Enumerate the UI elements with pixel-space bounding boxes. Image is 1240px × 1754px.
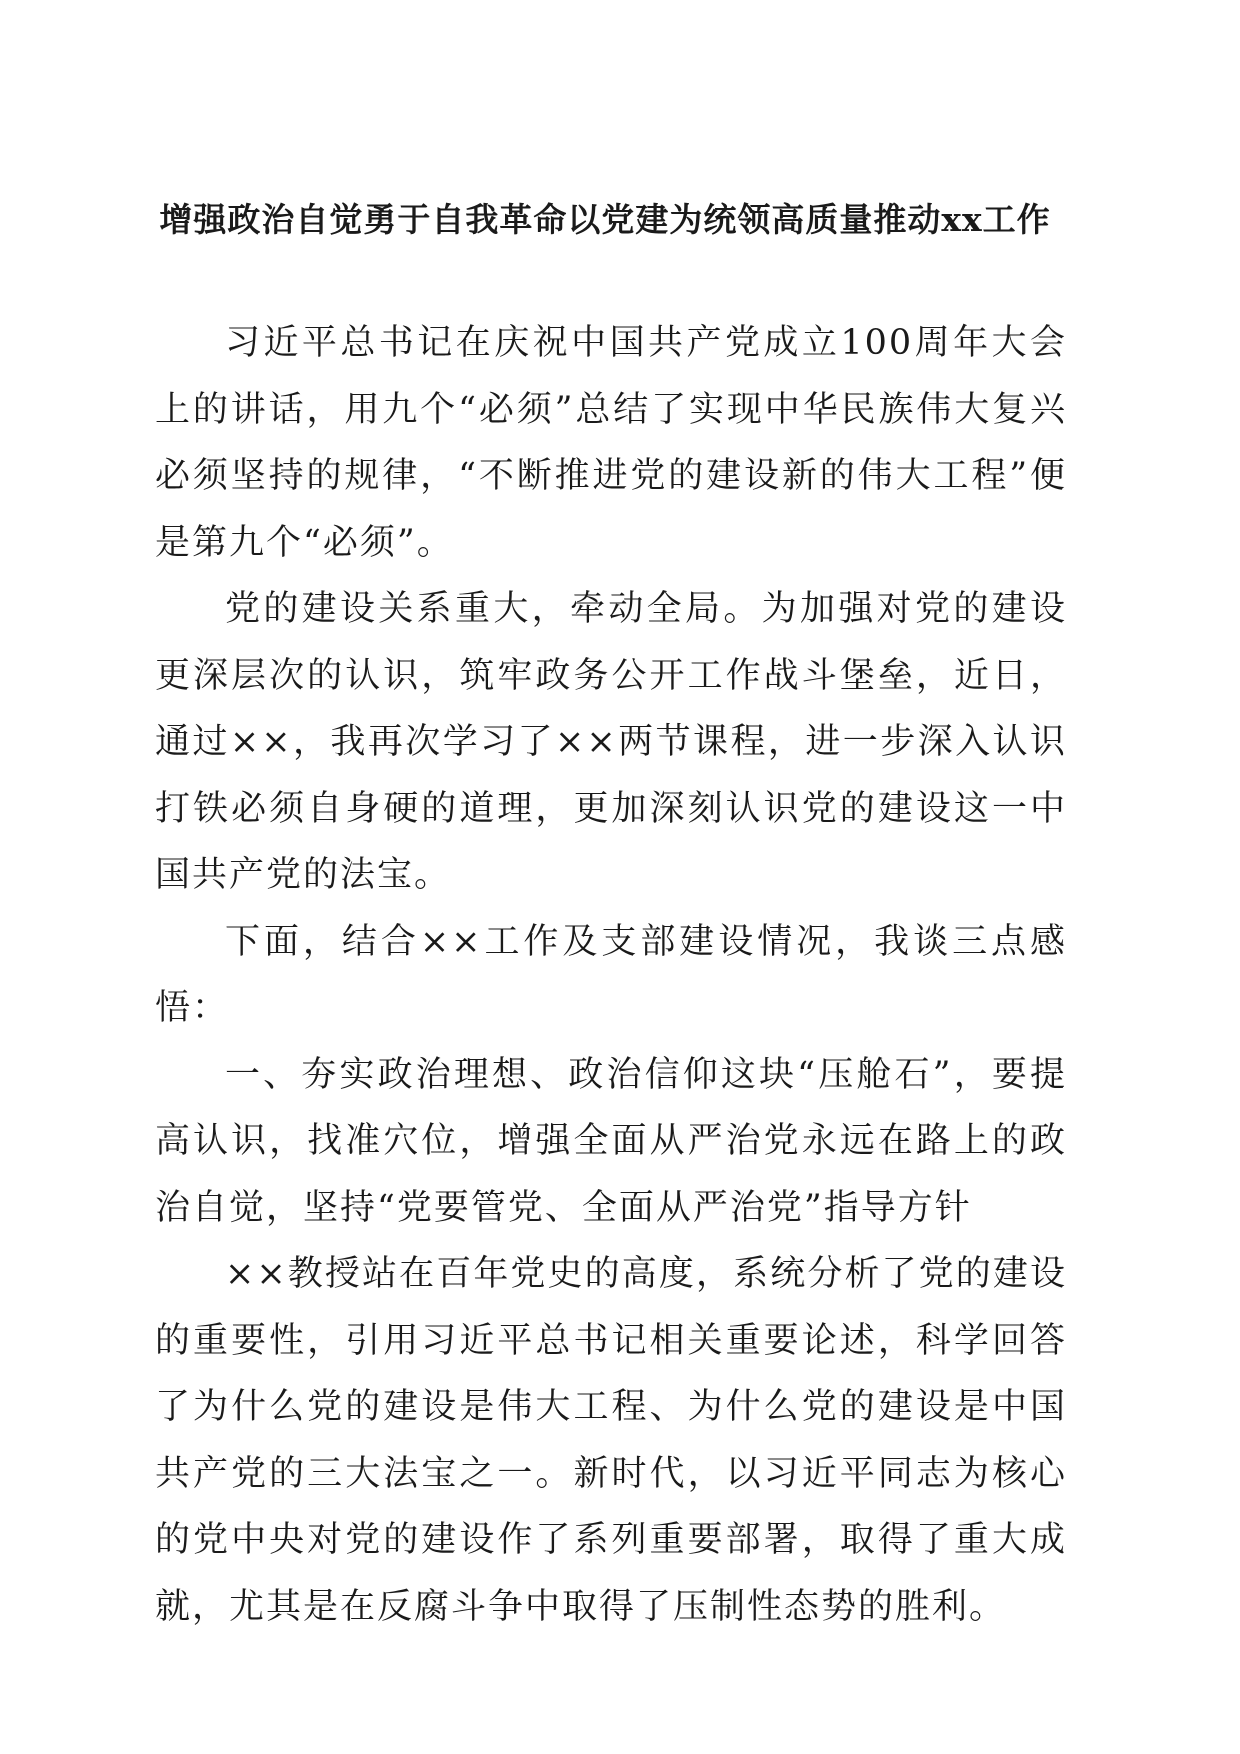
document-title: 增强政治自觉勇于自我革命以党建为统领高质量推动xx工作 — [159, 200, 1051, 239]
paragraph-context: 党的建设关系重大，牵动全局。为加强对党的建设更深层次的认识，筑牢政务公开工作战斗堡垒，近日，通过××，我再次学习了××两节课程，进一步深入认识打铁必须自身硬的道理，更加深刻认识党的建设这一中国共产党的法宝。 — [155, 589, 1067, 895]
paragraph-lead-in: 下面，结合××工作及支部建设情况，我谈三点感悟： — [155, 921, 1067, 1028]
paragraph-section-one-body: ××教授站在百年党史的高度，系统分析了党的建设的重要性，引用习近平总书记相关重要论述，科学回答了为什么党的建设是伟大工程、为什么党的建设是中国共产党的三大法宝之一。新时代，以习近平同志为核心的党中央对党的建设作了系列重要部署，取得了重大成就，尤其是在反腐斗争中取得了压制性态势的胜利。 — [155, 1254, 1067, 1627]
paragraph-intro: 习近平总书记在庆祝中国共产党成立100周年大会上的讲话，用九个“必须”总结了实现中华民族伟大复兴必须坚持的规律，“不断推进党的建设新的伟大工程”便是第九个“必须”。 — [155, 323, 1067, 563]
document-body — [155, 310, 1067, 1640]
section-heading-one: 一、夯实政治理想、政治信仰这块“压舱石”，要提高认识，找准穴位，增强全面从严治党永远在路上的政治自觉，坚持“党要管党、全面从严治党”指导方针 — [155, 1054, 1067, 1228]
